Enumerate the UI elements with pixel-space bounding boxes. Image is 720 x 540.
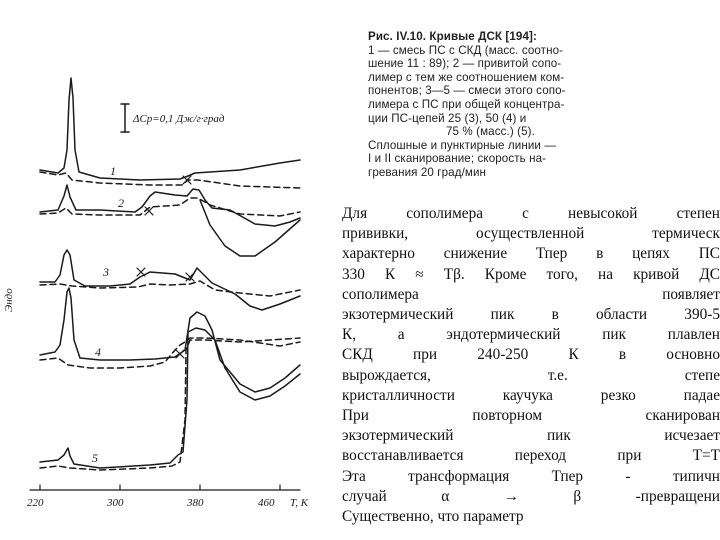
curve-3-first-scan bbox=[40, 250, 300, 310]
caption-line: ции ПС-цепей 25 (3), 50 (4) и bbox=[368, 111, 527, 125]
curve-label-4: 4 bbox=[95, 345, 101, 359]
x-axis-ticks bbox=[40, 485, 280, 490]
caption-line: Сплошные и пунктирные линии — bbox=[368, 138, 557, 152]
caption-line: шение 11 : 89); 2 — привитой сопо- bbox=[368, 57, 562, 71]
curve-label-1: 1 bbox=[110, 164, 116, 178]
curve-2-second-scan bbox=[40, 198, 300, 216]
x-tick-460: 460 bbox=[258, 497, 275, 509]
body-line: прививки, осуществленной термическ bbox=[342, 225, 720, 243]
body-line: экзотермический пик в области 390-5 bbox=[342, 306, 720, 324]
body-paragraph bbox=[342, 204, 720, 527]
body-line: вырождается, т.е. степе bbox=[342, 366, 720, 384]
caption-line: 1 — смесь ПС с СКД (масс. соотно- bbox=[368, 43, 564, 57]
body-line: Существенно, что параметр bbox=[342, 508, 524, 526]
body-line: Эта трансформация Тпер - типичн bbox=[342, 467, 720, 485]
body-line: случай α → β -превращени bbox=[342, 487, 720, 505]
body-line: восстанавливается переход при Т=Т bbox=[342, 447, 720, 465]
caption-title: Рис. IV.10. Кривые ДСК [194]: bbox=[368, 30, 537, 43]
body-line: Для сополимера с невысокой степен bbox=[342, 205, 720, 222]
curve-label-5: 5 bbox=[92, 451, 98, 465]
curve-2-first-scan bbox=[40, 185, 300, 226]
body-line: кристалличности каучука резко падае bbox=[342, 386, 720, 404]
y-axis-label: Эндо bbox=[3, 288, 15, 312]
body-line: экзотермический пик исчезает bbox=[342, 427, 720, 445]
caption-line: гревания 20 град/мин bbox=[368, 165, 487, 179]
scale-label: ΔCp=0,1 Дж/г·град bbox=[133, 113, 225, 125]
caption-line: лимера с ПС при общей концентра- bbox=[368, 97, 565, 111]
dsc-figure bbox=[0, 0, 340, 540]
x-tick-220: 220 bbox=[27, 497, 44, 509]
body-line: сополимера появляет bbox=[342, 285, 720, 303]
body-line: 330 К ≈ Tβ. Кроме того, на кривой ДС bbox=[342, 265, 720, 283]
caption-line: 75 % (масс.) (5). bbox=[446, 125, 535, 139]
body-line: При повторном сканирован bbox=[342, 407, 720, 425]
caption-line: понентов; 3—5 — смеси этого сопо- bbox=[368, 84, 566, 98]
x-axis-label: T, K bbox=[290, 497, 309, 509]
body-line: характерно снижение Тпер в цепях ПС bbox=[342, 245, 720, 263]
body-line: К, а эндотермический пик плавлен bbox=[342, 326, 720, 344]
curve-1-first-scan bbox=[40, 78, 300, 180]
caption-line: лимер с тем же соотношением ком- bbox=[368, 70, 565, 84]
body-line: СКД при 240-250 К в основно bbox=[342, 346, 720, 364]
scale-bar bbox=[121, 104, 129, 132]
x-tick-380: 380 bbox=[187, 497, 204, 509]
curve-3-marker-a bbox=[137, 268, 145, 276]
caption-line: I и II сканирование; скорость на- bbox=[368, 152, 547, 166]
curve-4-marker bbox=[176, 350, 184, 358]
figure-caption bbox=[368, 30, 690, 180]
x-tick-300: 300 bbox=[107, 497, 124, 509]
curve-5-first-scan bbox=[40, 328, 300, 468]
curve-label-2: 2 bbox=[118, 196, 124, 210]
curve-label-3: 3 bbox=[103, 265, 109, 279]
